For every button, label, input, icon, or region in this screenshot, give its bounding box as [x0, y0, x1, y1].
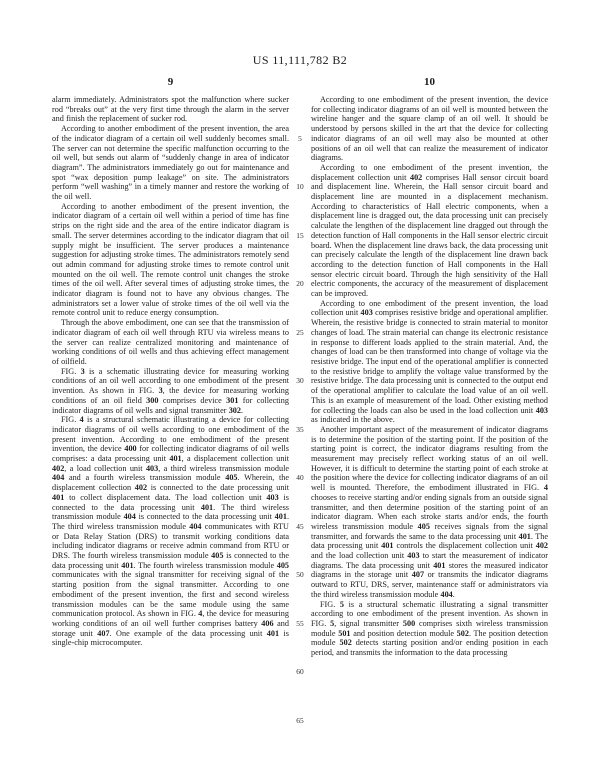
- reference-numeral: 401: [518, 531, 531, 541]
- reference-numeral: 400: [124, 444, 137, 454]
- reference-numeral: 405: [225, 473, 238, 483]
- line-number: 20: [296, 279, 304, 289]
- reference-numeral: 5: [339, 599, 344, 609]
- line-number: 40: [296, 473, 304, 483]
- reference-numeral: 405: [276, 560, 289, 570]
- reference-numeral: 403: [407, 551, 420, 561]
- paragraph: FIG. 5 is a structural schematic illustrating a signal transmitter according to one embodiment of the present invention. As shown in FIG. 5, signal transmitter 500 comprises sixth wireless transmission module 501 and position detection module 502. The position detection module 502 detects starting position and/or ending position in each period, and transmits the information to the data processing: [311, 599, 548, 658]
- line-number: 25: [296, 327, 304, 337]
- line-number: 5: [298, 133, 302, 143]
- reference-numeral: 403: [360, 308, 373, 318]
- reference-numeral: 502: [339, 638, 352, 648]
- reference-numeral: 405: [417, 521, 430, 531]
- right-column-number: 10: [424, 76, 435, 88]
- reference-numeral: 300: [146, 395, 159, 405]
- paragraph: FIG. 4 is a structural schematic illustrating a device for collecting indicator diagrams of oil wells according to one embodiment of the present invention. According to one embodiment of the present invention, the device 400 for collecting indicator diagrams of oil wells comprises: a data processing unit 401, a displacement collection unit 402, a load collection unit 403, a third wireless transmission module 404 and a fourth wireless transmission module 405. Wherein, the displacement collection 402 is connected to the date processing unit 401 to collect displacement data. The load collection unit 403 is connected to the data processing unit 401. The third wireless transmission module 404 is connected to the data processing unit 401. The third wireless transmission module 404 communicates with RTU or Data Relay Station (DRS) to transmit working conditions data including indicator diagrams or receive admin command from RTU or DRS. The fourth wireless transmission module 405 is connected to the data processing unit 401. The fourth wireless transmission module 405 communicates with the signal transmitter for receiving signal of the starting position from the signal transmitter. According to one embodiment of the present invention, the first and second wireless transmission modules can be the same module using the same communication protocol. As shown in FIG. 4, the device for measuring working conditions of an oil well further comprises battery 406 and storage unit 407. One example of the data processing unit 401 is single-chip microcomputer.: [52, 415, 289, 648]
- reference-numeral: 4: [79, 415, 84, 425]
- reference-numeral: 401: [381, 541, 394, 551]
- reference-numeral: 402: [409, 172, 423, 182]
- reference-numeral: 407: [97, 628, 110, 638]
- reference-numeral: 404: [440, 589, 453, 599]
- paragraph: According to one embodiment of the present invention, the load collection unit 403 comprises resistive bridge and operational amplifier. Wherein, the resistive bridge is connected to strain material to monitor changes of load. The strain material can change its electronic resistance in response to different loads applied to the strain material. And, the changes of load can be then transformed into change of voltage via the resistive bridge. The input end of the operational amplifier is connected to the resistive bridge to amplify the voltage value transformed by the resistive bridge. The data processing unit is connected to the output end of the operational amplifier to calculate the load value of an oil well. This is an example of measurement of the load. Other existing method for collecting the loads can also be used in the load collection unit 403 as indicated in the above.: [311, 298, 548, 425]
- gutter-spacer: [289, 76, 311, 95]
- paragraph: According to one embodiment of the present invention, the device for collecting indicator diagrams of an oil well is mounted between the wireline hanger and the square clamp of an oil well. It should be understood by persons skilled in the art that the device for collecting indicator diagrams of an oil well may also be mounted at other positions of an oil well that can realize the measurement of indicator diagrams.: [311, 95, 548, 163]
- paragraph: According to another embodiment of the present invention, the indicator diagram of a certain oil well within a period of time has fine strips on the right side and the area of the entire indicator diagram is small. The server determines according to the indicator diagram that oil supply might be insufficient. The server produces a maintenance suggestion for adjusting stroke times. The administrators remotely send out admin command for adjusting stroke times to remote control unit mounted on the oil well. The remote control unit changes the stroke times of the oil well. After several times of adjusting stroke times, the indicator diagram is found not to have any obvious changes. The administrators set a lower value of stroke times of the oil well via the remote control unit to reduce energy consumption.: [52, 201, 289, 318]
- left-column-number: 9: [167, 76, 174, 88]
- reference-numeral: 403: [535, 405, 548, 415]
- reference-numeral: 404: [52, 473, 65, 483]
- paragraph: Another important aspect of the measurement of indicator diagrams is to determine the position of the starting point. If the position of the starting point is correct, the indicator diagrams resulting from the measurement may precisely reflect working status of an oil well. However, it is difficult to determine the starting point of each stroke at the position where the device for collecting indicator diagrams of an oil well is mounted. Therefore, the embodiment illustrated in FIG. 4 chooses to receive starting and/or ending signals from an outside signal transmitter, and then determine position of the starting point of an indicator diagram. When each stroke starts and/or ends, the fourth wireless transmission module 405 receives signals from the signal transmitter, and forwards the same to the data processing unit 401. The data processing unit 401 controls the displacement collection unit 402 and the load collection unit 403 to start the measurement of indicator diagrams. The data processing unit 401 stores the measured indicator diagrams in the storage unit 407 or transmits the indicator diagrams outward to RTU, DRS, server, maintenance staff or administrators via the third wireless transmission module 404.: [311, 424, 549, 599]
- reference-numeral: 401: [274, 512, 287, 522]
- line-number: 55: [296, 618, 304, 628]
- line-number: 15: [296, 230, 304, 240]
- reference-numeral: 402: [535, 541, 549, 551]
- reference-numeral: 401: [433, 560, 446, 570]
- reference-numeral: 405: [211, 551, 224, 561]
- reference-numeral: 401: [121, 560, 134, 570]
- line-number: 30: [296, 376, 304, 386]
- line-number: 65: [296, 715, 304, 725]
- line-number: 10: [296, 182, 304, 192]
- paragraph: alarm immediately. Administrators spot the malfunction where sucker rod “breaks out” at the very first time through the alarm in the server and finish the replacement of sucker rod.: [52, 95, 289, 124]
- line-number: 35: [296, 424, 304, 434]
- reference-numeral: 407: [411, 570, 425, 580]
- reference-numeral: 401: [200, 502, 214, 512]
- right-column-text: [311, 95, 548, 658]
- reference-numeral: 500: [402, 618, 416, 628]
- reference-numeral: 4: [543, 483, 548, 493]
- reference-numeral: 302: [228, 405, 241, 415]
- reference-numeral: 501: [338, 628, 351, 638]
- line-number: 60: [296, 667, 304, 677]
- reference-numeral: 301: [226, 395, 239, 405]
- reference-numeral: 402: [134, 483, 148, 493]
- reference-numeral: 404: [189, 521, 202, 531]
- reference-numeral: 402: [52, 463, 65, 473]
- paragraph: Through the above embodiment, one can see that the transmission of indicator diagram of each oil well through RTU via wireless means to the server can realize centralized monitoring and maintenance of working conditions of oil wells and thus achieving effect management of oilfield.: [52, 318, 289, 366]
- line-number: 45: [296, 521, 304, 531]
- reference-numeral: 3: [158, 386, 163, 396]
- reference-numeral: 406: [261, 618, 274, 628]
- line-number-gutter: [289, 95, 311, 725]
- reference-numeral: 5: [330, 618, 335, 628]
- columns-container: [52, 76, 549, 725]
- reference-numeral: 401: [266, 628, 280, 638]
- paragraph: According to another embodiment of the present invention, the area of the indicator diagram of a certain oil well suddenly becomes small. The server can not determine the specific malfunction occurring to the oil well, but sends out alarm of “suddenly change in area of indicator diagram”. The administrators immediately go out for maintenance and spot “wax deposition pump leakage” on site. The administrators perform “well washing” in a timely manner and restore the working of the oil well.: [52, 124, 289, 202]
- line-number: 50: [296, 570, 304, 580]
- reference-numeral: 404: [123, 512, 136, 522]
- reference-numeral: 3: [80, 366, 85, 376]
- reference-numeral: 403: [145, 463, 159, 473]
- paragraph: FIG. 3 is a schematic illustrating device for measuring working conditions of an oil well according to one embodiment of the present invention. As shown in FIG. 3, the device for measuring working conditions of an oil field 300 comprises device 301 for collecting indicator diagrams of oil wells and signal transmitter 302.: [52, 366, 289, 415]
- reference-numeral: 4: [198, 609, 203, 619]
- reference-numeral: 401: [169, 454, 182, 464]
- reference-numeral: 401: [52, 492, 65, 502]
- patent-number: US 11,111,782 B2: [252, 53, 348, 67]
- paragraph: According to one embodiment of the present invention, the displacement collection unit 402 comprises Hall sensor circuit board and displacement line. Wherein, the Hall sensor circuit board and displacement line are mounted in a displacement mechanism. According to characteristics of Hall electric components, when a displacement line is dragged out, the data processing unit can precisely calculate the lengthen of the displacement line dragged out through the detection function of Hall components in the Hall sensor electric circuit board. When the displacement line draws back, the data processing unit can precisely calculate the length of the displacement line drawn back according to the detection function of Hall components in the Hall sensor electric circuit board. Through the high sensitivity of the Hall electric components, the accuracy of the measurement of displacement can be improved.: [311, 162, 548, 299]
- left-column-text: [52, 95, 289, 658]
- reference-numeral: 502: [456, 628, 469, 638]
- reference-numeral: 403: [266, 492, 279, 502]
